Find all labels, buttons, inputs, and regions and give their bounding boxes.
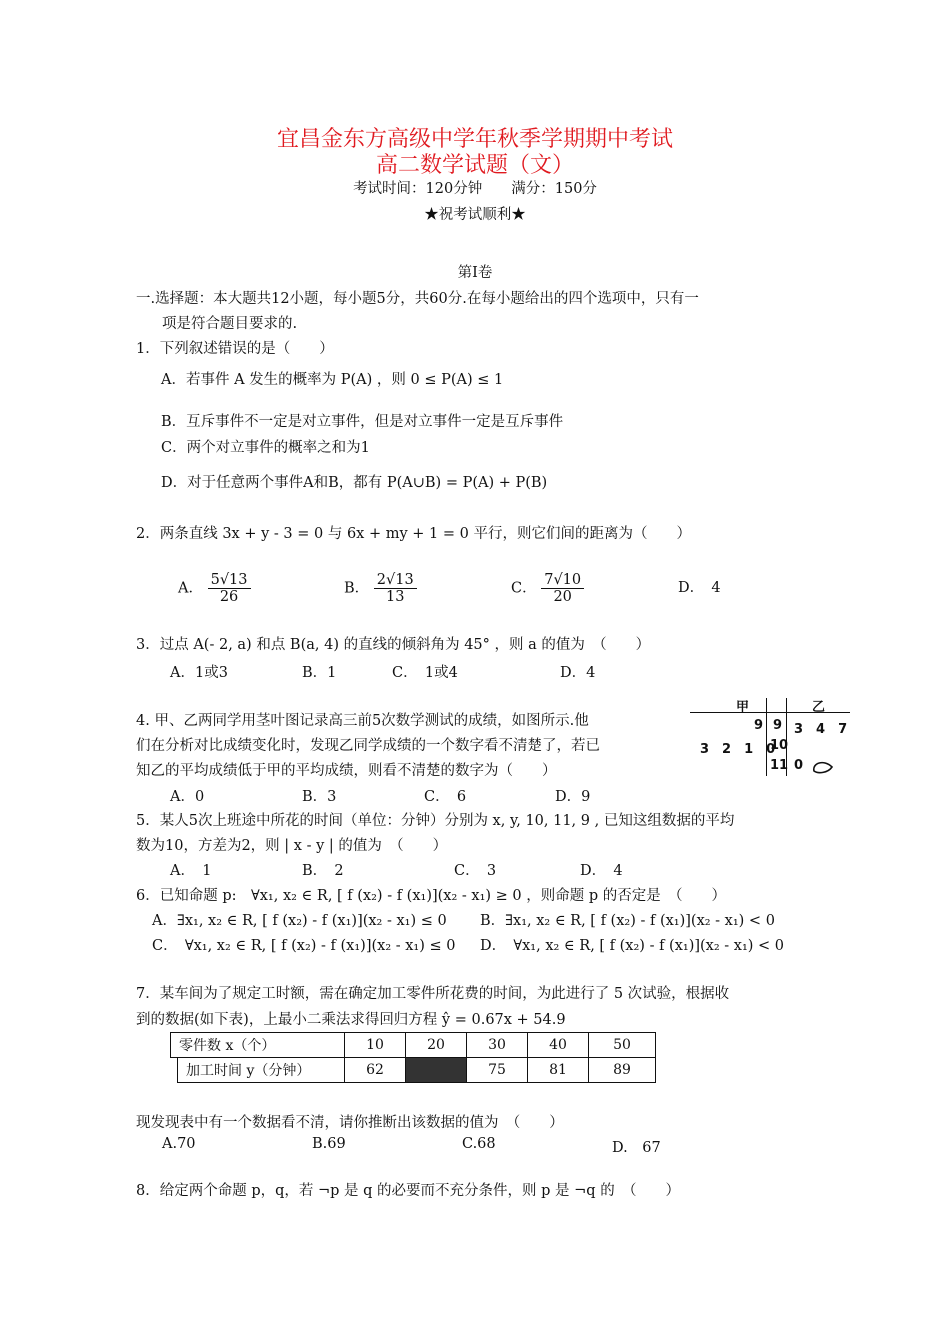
stem-leaf-stem-row2: 10 [770, 738, 789, 753]
q5-option-d: D． 4 [580, 863, 623, 879]
q7-data-table-row2 [177, 1057, 656, 1083]
q4-option-b: B．3 [302, 789, 337, 805]
q4-option-d: D．9 [555, 789, 591, 805]
q2-option-a-fraction [208, 572, 251, 605]
q2-option-b-fraction [374, 572, 417, 605]
q2-option-a-label: A． [178, 580, 203, 597]
section-intro-line2: 项是符合题目要求的. [162, 316, 298, 332]
q1-option-d: D．对于任意两个事件A和B，都有 P(A∪B) = P(A) + P(B) [161, 475, 548, 491]
fraction-denominator: 26 [219, 589, 239, 605]
stem-leaf-divider-left [766, 698, 767, 776]
stem-leaf-left-row2: 3 2 1 0 [700, 742, 776, 757]
q1-option-b: B．互斥事件不一定是对立事件，但是对立事件一定是互斥事件 [161, 414, 564, 430]
q2-option-b [344, 572, 417, 605]
q2-option-a [178, 572, 251, 605]
q2-option-b-label: B． [344, 580, 370, 597]
q3-option-d: D．4 [560, 665, 596, 681]
table-cell: 50 [589, 1033, 656, 1058]
table-row2-label: 加工时间 y（分钟） [178, 1058, 345, 1083]
q1-option-c: C．两个对立事件的概率之和为1 [161, 440, 370, 456]
q6-option-b: B．∃x₁, x₂ ∈ R, [ f (x₂) - f (x₁)](x₂ - x₁) < 0 [480, 913, 775, 929]
table-cell: 89 [589, 1058, 656, 1083]
part-heading: 第Ⅰ卷 [457, 265, 493, 281]
q2-option-c [511, 572, 584, 605]
q6-option-c: C． ∀x₁, x₂ ∈ R, [ f (x₂) - f (x₁)](x₂ - x₁) ≤ 0 [152, 938, 456, 954]
q6-option-a: A．∃x₁, x₂ ∈ R, [ f (x₂) - f (x₁)](x₂ - x₁) ≤ 0 [152, 913, 447, 929]
stem-leaf-right-row3: 0 [794, 758, 804, 773]
fraction-numerator: 2√13 [374, 572, 417, 589]
q7-option-c: C.68 [462, 1136, 496, 1152]
obscured-cell [406, 1058, 467, 1083]
stem-leaf-stem-row1: 9 [773, 718, 783, 733]
table-cell: 75 [467, 1058, 528, 1083]
q3-option-b: B．1 [302, 665, 337, 681]
q3-stem: 3．过点 A(- 2, a) 和点 B(a, 4) 的直线的倾斜角为 45° ，则 a 的值为 （ ） [136, 637, 651, 653]
q4-option-c: C． 6 [424, 789, 467, 805]
q7-option-a: A.70 [162, 1136, 196, 1152]
table-cell: 62 [345, 1058, 406, 1083]
q4-line2: 们在分析对比成绩变化时，发现乙同学成绩的一个数字看不清楚了，若已 [136, 738, 600, 754]
q2-stem: 2．两条直线 3x + y - 3 = 0 与 6x + my + 1 = 0 平行，则它们间的距离为（ ） [136, 526, 691, 542]
exam-title: 宜昌金东方高级中学年秋季学期期中考试 [276, 127, 673, 152]
fraction-denominator: 20 [553, 589, 572, 605]
table-cell: 81 [528, 1058, 589, 1083]
exam-info: 考试时间：120分钟 满分：150分 [353, 181, 597, 197]
stem-leaf-stem-row3: 11 [770, 758, 789, 773]
q5-option-c: C． 3 [454, 863, 497, 879]
q2-option-c-fraction [541, 572, 584, 605]
q3-option-c: C． 1或4 [392, 665, 458, 681]
q2-option-d: D． 4 [678, 580, 721, 596]
exam-blessing: ★祝考试顺利★ [424, 207, 526, 223]
fraction-denominator: 13 [386, 589, 405, 605]
section-intro-line1: 一.选择题：本大题共12小题，每小题5分，共60分.在每小题给出的四个选项中，只有一 [136, 291, 699, 307]
q7-option-d: D. 67 [612, 1140, 661, 1156]
q5-line2: 数为10，方差为2，则 | x - y | 的值为 （ ） [136, 838, 448, 854]
q5-option-a: A． 1 [170, 863, 212, 879]
q7-option-b: B.69 [312, 1136, 346, 1152]
q3-option-a: A．1或3 [170, 665, 228, 681]
q5-line1: 5．某人5次上班途中所花的时间（单位：分钟）分别为 x, y, 10, 11, 9 , 已知这组数据的平均 [136, 813, 735, 829]
q2-option-c-label: C． [511, 580, 537, 597]
q7-line2: 到的数据(如下表)，上最小二乘法求得回归方程 ŷ = 0.67x + 54.9 [136, 1012, 566, 1028]
q5-option-b: B． 2 [302, 863, 344, 879]
fraction-numerator: 5√13 [208, 572, 251, 589]
q8-stem: 8．给定两个命题 p，q，若 ¬p 是 q 的必要而不充分条件，则 p 是 ¬q 的 （ ） [136, 1183, 680, 1199]
q7-data-table [170, 1032, 656, 1058]
exam-subtitle: 高二数学试题（文） [375, 153, 574, 178]
q1-option-a: A．若事件 A 发生的概率为 P(A) ，则 0 ≤ P(A) ≤ 1 [161, 372, 504, 388]
q4-line3: 知乙的平均成绩低于甲的平均成绩，则看不清楚的数字为（ ） [136, 763, 557, 779]
q1-stem: 1．下列叙述错误的是（ ） [136, 341, 334, 357]
table-cell: 30 [467, 1033, 528, 1058]
table-row [178, 1058, 656, 1083]
table-row [171, 1033, 656, 1058]
smudged-digit-icon [810, 758, 836, 776]
stem-leaf-header-line [690, 712, 850, 713]
table-row1-label: 零件数 x（个） [171, 1033, 345, 1058]
fraction-numerator: 7√10 [541, 572, 584, 589]
table-cell: 10 [345, 1033, 406, 1058]
stem-leaf-right-row1: 3 4 7 [794, 722, 848, 737]
q4-option-a: A．0 [170, 789, 205, 805]
q7-line3: 现发现表中有一个数据看不清，请你推断出该数据的值为 （ ） [136, 1115, 564, 1131]
q7-line1: 7．某车间为了规定工时额，需在确定加工零件所花费的时间，为此进行了 5 次试验，根据收 [136, 986, 730, 1002]
stem-leaf-yi-label: 乙 [812, 700, 826, 715]
q6-stem: 6．已知命题 p: ∀x₁, x₂ ∈ R, [ f (x₂) - f (x₁)](x₂ - x₁) ≥ 0 ，则命题 p 的否定是 （ ） [136, 888, 727, 904]
stem-leaf-plot [690, 698, 860, 778]
q4-line1: 4. 甲、乙两同学用茎叶图记录高三前5次数学测试的成绩，如图所示.他 [136, 713, 589, 729]
stem-leaf-left-row1: 9 [754, 718, 764, 733]
q6-option-d: D． ∀x₁, x₂ ∈ R, [ f (x₂) - f (x₁)](x₂ - x₁) < 0 [480, 938, 785, 954]
stem-leaf-jia-label: 甲 [736, 700, 750, 715]
table-cell: 40 [528, 1033, 589, 1058]
table-cell: 20 [406, 1033, 467, 1058]
